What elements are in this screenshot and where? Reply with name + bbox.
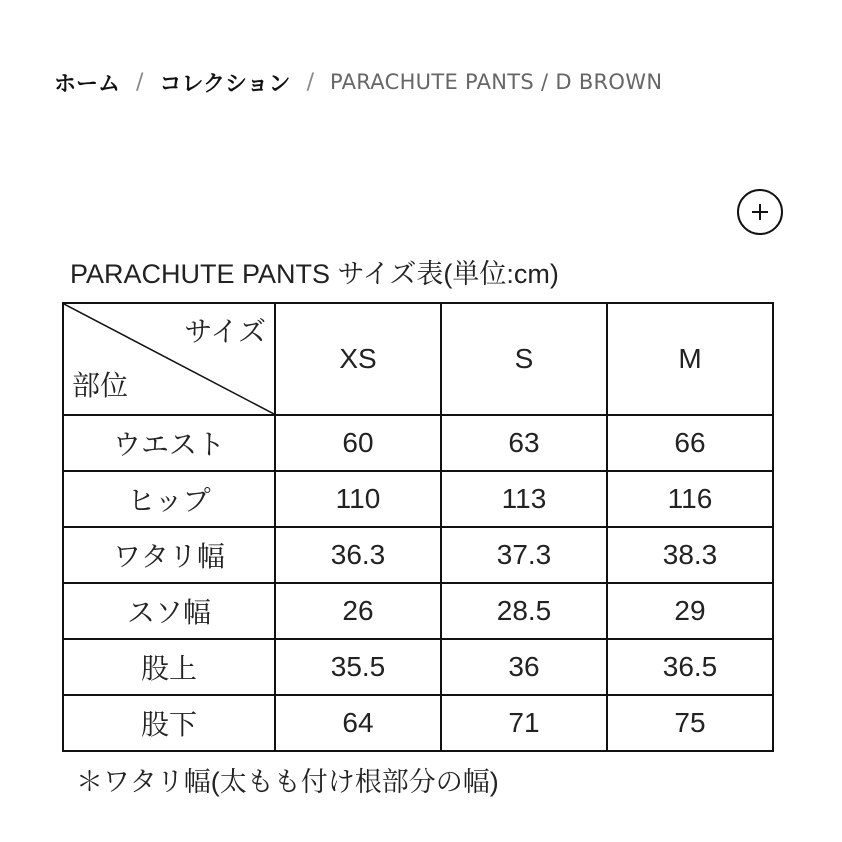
table-cell: 35.5 [275, 639, 441, 695]
breadcrumb [54, 62, 662, 102]
table-row [63, 639, 773, 695]
row-label-thigh-width: ワタリ幅 [63, 527, 275, 583]
table-row [63, 527, 773, 583]
row-label-inseam: 股下 [63, 695, 275, 751]
row-label-rise: 股上 [63, 639, 275, 695]
table-row [63, 415, 773, 471]
row-label-waist: ウエスト [63, 415, 275, 471]
table-cell: 38.3 [607, 527, 773, 583]
size-chart-table [62, 302, 774, 752]
table-row [63, 471, 773, 527]
breadcrumb-current: PARACHUTE PANTS / D BROWN [329, 70, 663, 94]
table-cell: 36.3 [275, 527, 441, 583]
table-cell: 64 [275, 695, 441, 751]
row-label-hem-width: スソ幅 [63, 583, 275, 639]
table-cell: 28.5 [441, 583, 607, 639]
table-cell: 36.5 [607, 639, 773, 695]
breadcrumb-collection-link[interactable]: コレクション [159, 71, 291, 97]
table-cell: 66 [607, 415, 773, 471]
table-cell: 36 [441, 639, 607, 695]
size-chart-title: PARACHUTE PANTS サイズ表(単位:cm) [70, 259, 559, 289]
table-cell: 75 [607, 695, 773, 751]
column-header-xs: XS [275, 303, 441, 415]
row-label-hip: ヒップ [63, 471, 275, 527]
table-row [63, 695, 773, 751]
breadcrumb-separator: / [306, 69, 314, 95]
column-header-s: S [441, 303, 607, 415]
column-header-m: M [607, 303, 773, 415]
breadcrumb-separator: / [136, 69, 144, 95]
table-cell: 116 [607, 471, 773, 527]
size-chart-footnote: ＊ワタリ幅(太もも付け根部分の幅) [76, 767, 499, 797]
table-corner-cell [63, 303, 275, 415]
table-row [63, 583, 773, 639]
table-cell: 110 [275, 471, 441, 527]
table-cell: 113 [441, 471, 607, 527]
table-cell: 26 [275, 583, 441, 639]
table-cell: 29 [607, 583, 773, 639]
table-cell: 60 [275, 415, 441, 471]
table-header-row [63, 303, 773, 415]
corner-size-label: サイズ [184, 316, 266, 347]
zoom-plus-icon[interactable] [737, 189, 783, 235]
table-cell: 63 [441, 415, 607, 471]
table-cell: 37.3 [441, 527, 607, 583]
corner-part-label: 部位 [72, 370, 129, 401]
table-cell: 71 [441, 695, 607, 751]
breadcrumb-home-link[interactable]: ホーム [54, 71, 121, 97]
